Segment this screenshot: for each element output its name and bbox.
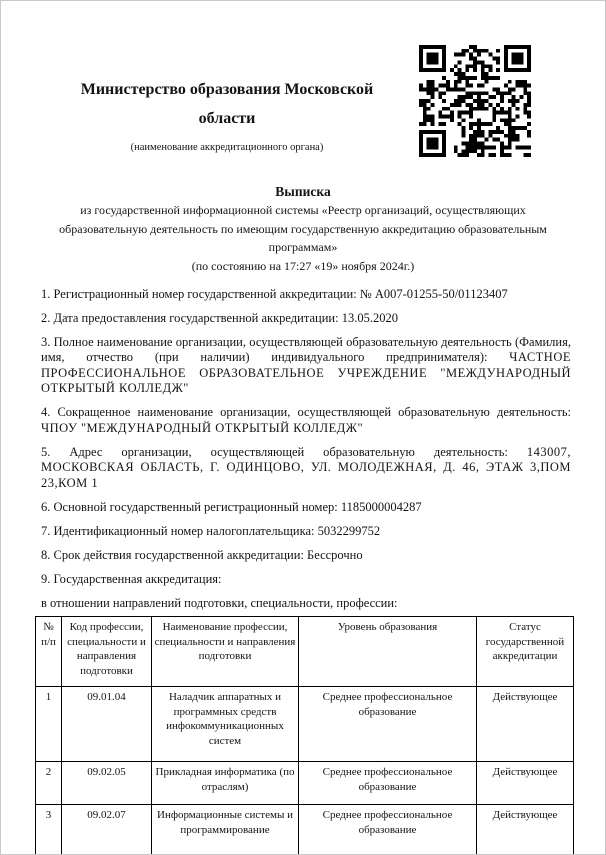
field-num: 2. xyxy=(41,310,51,325)
table-row xyxy=(36,805,574,855)
cell-status: Действующее xyxy=(477,762,574,805)
field-value: 13.05.2020 xyxy=(341,310,398,325)
header-accreditation-status: Статус государственной аккредитации xyxy=(477,617,574,687)
header-code: Код профессии, специальности и направления подготовки xyxy=(62,617,152,687)
cell-code: 09.01.04 xyxy=(62,687,152,762)
header-profession-name: Наименование профессии, специальности и направления подготовки xyxy=(152,617,299,687)
field-validity-term xyxy=(41,548,571,564)
field-inn xyxy=(41,524,571,540)
field-address xyxy=(41,445,571,492)
field-value: Бессрочно xyxy=(307,547,363,562)
cell-profession-name: Информационные системы и программирование xyxy=(152,805,299,855)
field-label: Дата предоставления государственной аккредитации: xyxy=(53,310,339,325)
field-full-name xyxy=(41,335,571,397)
field-label: Государственная аккредитация: xyxy=(53,571,222,586)
fields-note: в отношении направлений подготовки, специальности, профессии: xyxy=(41,595,398,610)
field-label: Срок действия государственной аккредитации: xyxy=(53,547,304,562)
cell-education-level: Среднее профессиональное образование xyxy=(299,805,477,855)
field-num: 5. xyxy=(41,444,51,459)
table-header-row xyxy=(36,617,574,687)
field-value: 5032299752 xyxy=(317,523,381,538)
field-label: Регистрационный номер государственной аккредитации: xyxy=(53,286,357,301)
cell-profession-name: Прикладная информатика (по отраслям) xyxy=(152,762,299,805)
accreditation-authority xyxy=(41,45,413,153)
field-label: Основной государственный регистрационный номер: xyxy=(53,499,338,514)
cell-code: 09.02.07 xyxy=(62,805,152,855)
field-num: 4. xyxy=(41,405,51,419)
header-row-number: № п/п xyxy=(36,617,62,687)
field-num: 6. xyxy=(41,499,51,514)
field-num: 1. xyxy=(41,286,51,301)
accreditation-table xyxy=(35,616,574,855)
field-reg-number xyxy=(41,287,571,303)
field-ogrn xyxy=(41,500,571,516)
field-label: Сокращенное наименование организации, осуществляющей образовательную деятельность: xyxy=(57,405,571,419)
field-value: 1185000004287 xyxy=(340,499,422,514)
field-num: 7. xyxy=(41,523,51,538)
cell-profession-name: Наладчик аппаратных и программных средств инфокоммуникационных систем xyxy=(152,687,299,762)
document-heading: Выписка xyxy=(275,184,331,199)
cell-status: Действующее xyxy=(477,805,574,855)
cell-education-level: Среднее профессиональное образование xyxy=(299,762,477,805)
table-row xyxy=(36,762,574,805)
authority-name: Министерство образования Московской области xyxy=(80,81,374,127)
field-num: 3. xyxy=(41,334,51,349)
document-as-of-date: (по состоянию на 17:27 «19» ноября 2024г.) xyxy=(191,258,415,273)
header-education-level: Уровень образования xyxy=(299,617,477,687)
qr-code-icon xyxy=(419,45,531,157)
field-label: Адрес организации, осуществляющей образовательную деятельность: xyxy=(69,444,508,459)
document-title-block xyxy=(1,183,605,274)
field-value: ЧАСТНОЕ ПРОФЕССИОНАЛЬНОЕ ОБРАЗОВАТЕЛЬНОЕ УЧРЕЖДЕНИЕ "МЕЖДУНАРОДНЫЙ ОТКРЫТЫЙ КОЛЛЕДЖ" xyxy=(41,350,571,395)
field-label: Идентификационный номер налогоплательщика: xyxy=(53,523,315,538)
field-num: 9. xyxy=(41,571,51,586)
field-value: № А007-01255-50/01123407 xyxy=(359,286,508,301)
field-state-accreditation xyxy=(41,572,571,588)
table-row xyxy=(36,687,574,762)
cell-row-number: 2 xyxy=(36,762,62,805)
field-value: ЧПОУ "МЕЖДУНАРОДНЫЙ ОТКРЫТЫЙ КОЛЛЕДЖ" xyxy=(41,420,364,435)
field-num: 8. xyxy=(41,547,51,562)
cell-education-level: Среднее профессиональное образование xyxy=(299,687,477,762)
cell-row-number: 3 xyxy=(36,805,62,855)
authority-caption: (наименование аккредитационного органа) xyxy=(130,142,324,153)
field-value: 143007, МОСКОВСКАЯ ОБЛАСТЬ, Г. ОДИНЦОВО, УЛ. МОЛОДЕЖНАЯ, Д. 46, ЭТАЖ 3,ПОМ 23,КОМ 1 xyxy=(41,444,572,490)
cell-row-number: 1 xyxy=(36,687,62,762)
fields-section xyxy=(1,274,605,612)
field-short-name xyxy=(41,405,571,436)
field-accreditation-date xyxy=(41,311,571,327)
document-description: из государственной информационной системы «Реестр организаций, осуществляющих образовательную деятельность по имеющим государственную аккредитацию образовательным программам» xyxy=(59,203,547,254)
field-label: Полное наименование организации, осуществляющей образовательную деятельность (Фамилия, имя, отчество (при наличии) индивидуального предпринимателя): xyxy=(41,334,571,364)
cell-code: 09.02.05 xyxy=(62,762,152,805)
letterhead xyxy=(1,1,605,157)
cell-status: Действующее xyxy=(477,687,574,762)
